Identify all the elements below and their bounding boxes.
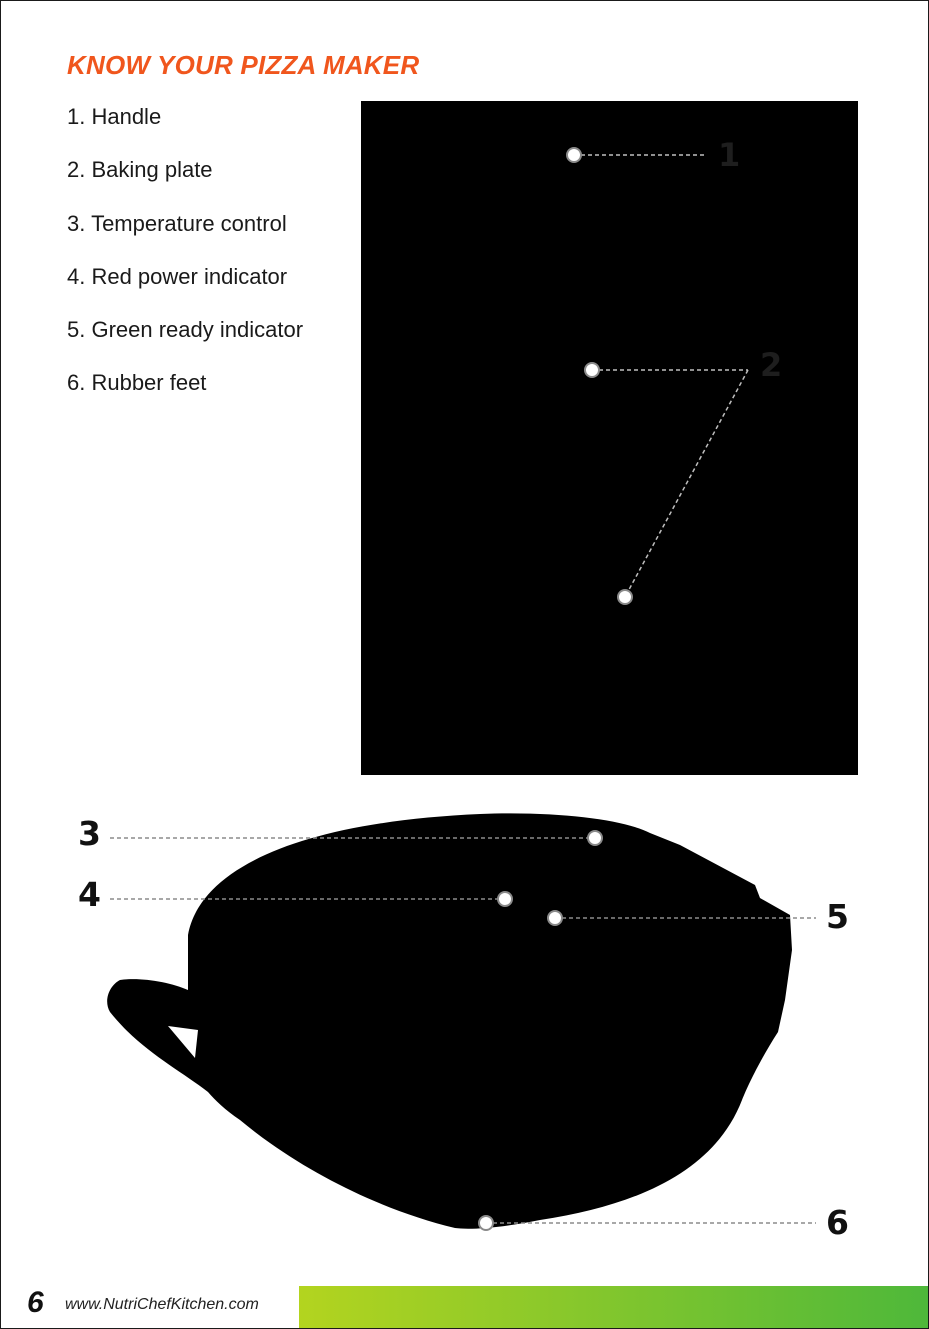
callout-number-1: 1 — [718, 136, 741, 174]
page-title: KNOW YOUR PIZZA MAKER — [67, 50, 420, 80]
part-item-handle: 1. Handle — [67, 104, 162, 129]
part-item-baking-plate: 2. Baking plate — [67, 157, 213, 183]
part-item-rubber-feet: 6. Rubber feet — [67, 370, 207, 396]
part-item-green-ready-indicator: 5. Green ready indicator — [67, 317, 304, 343]
callout-1 — [567, 136, 740, 174]
callout-2 — [585, 346, 782, 604]
footer-gradient-bar — [299, 1286, 928, 1328]
callout-dot — [567, 148, 581, 162]
callout-number-3: 3 — [78, 814, 101, 853]
callout-dot — [618, 590, 632, 604]
website-link[interactable]: www.NutriChefKitchen.com — [65, 1296, 259, 1313]
part-item-temperature-control: 3. Temperature control — [67, 210, 287, 236]
side-view-silhouette — [107, 813, 792, 1228]
callout-dot — [588, 831, 602, 845]
callout-number-5: 5 — [826, 897, 849, 936]
callout-number-6: 6 — [826, 1203, 849, 1242]
callout-dot — [548, 911, 562, 925]
page-number: 6 — [27, 1286, 44, 1319]
callout-number-4: 4 — [78, 875, 101, 914]
callout-dot — [585, 363, 599, 377]
callout-dot — [479, 1216, 493, 1230]
part-item-red-power-indicator: 4. Red power indicator — [67, 263, 288, 289]
callout-dot — [498, 892, 512, 906]
callout-number-2: 2 — [760, 346, 783, 384]
